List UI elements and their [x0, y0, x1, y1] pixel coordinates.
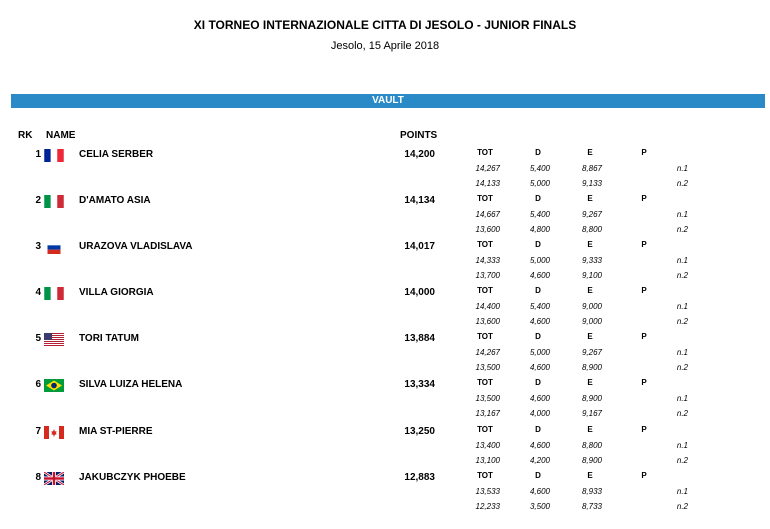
label-tot: TOT: [477, 378, 493, 387]
vault-number: n.2: [676, 225, 688, 234]
vault-total: 14,333: [475, 256, 500, 265]
vault-difficulty: 4,600: [529, 487, 550, 496]
label-e: E: [587, 194, 593, 203]
vault-execution: 9,000: [581, 317, 602, 326]
vault-total: 13,400: [475, 441, 500, 450]
vault-total: 13,533: [475, 487, 500, 496]
vault-execution: 8,900: [581, 394, 602, 403]
vault-number: n.2: [676, 363, 688, 372]
vault-number: n.1: [676, 487, 688, 496]
vault-difficulty: 5,000: [529, 179, 550, 188]
vault-total: 13,500: [475, 394, 500, 403]
rank: 2: [35, 195, 41, 206]
vault-total: 13,600: [475, 317, 500, 326]
vault-difficulty: 4,600: [529, 394, 550, 403]
header-rank: RK: [18, 130, 33, 141]
vault-number: n.1: [676, 441, 688, 450]
rank: 8: [35, 472, 41, 483]
athlete-name: TORI TATUM: [79, 333, 139, 344]
vault-total: 14,133: [475, 179, 500, 188]
label-d: D: [535, 332, 541, 341]
label-p: P: [641, 471, 647, 480]
vault-total: 13,600: [475, 225, 500, 234]
vault-total: 12,233: [475, 502, 500, 511]
athlete-name: VILLA GIORGIA: [79, 287, 154, 298]
label-d: D: [535, 194, 541, 203]
vault-execution: 8,733: [581, 502, 602, 511]
vault-execution: 9,000: [581, 302, 602, 311]
athlete-name: SILVA LUIZA HELENA: [79, 379, 183, 390]
vault-execution: 8,933: [581, 487, 602, 496]
result-row: [0, 146, 770, 192]
label-e: E: [587, 378, 593, 387]
flag-russia-icon: [44, 241, 64, 254]
label-d: D: [535, 240, 541, 249]
result-row: [0, 330, 770, 376]
points: 13,334: [404, 379, 435, 390]
vault-execution: 8,867: [581, 164, 602, 173]
vault-number: n.1: [676, 302, 688, 311]
flag-usa-icon: [44, 333, 64, 346]
points: 14,134: [404, 195, 435, 206]
vault-difficulty: 5,000: [529, 256, 550, 265]
vault-number: n.1: [676, 348, 688, 357]
vault-number: n.1: [676, 164, 688, 173]
points: 12,883: [404, 472, 435, 483]
vault-execution: 8,900: [581, 363, 602, 372]
points: 13,250: [404, 426, 435, 437]
flag-brazil-icon: [44, 379, 64, 392]
header-name: NAME: [46, 130, 76, 141]
vault-number: n.1: [676, 394, 688, 403]
label-d: D: [535, 471, 541, 480]
vault-execution: 9,333: [581, 256, 602, 265]
vault-number: n.2: [676, 409, 688, 418]
label-e: E: [587, 332, 593, 341]
points: 14,017: [404, 241, 435, 252]
flag-uk-icon: [44, 472, 64, 485]
result-row: [0, 192, 770, 238]
vault-number: n.1: [676, 256, 688, 265]
vault-total: 14,667: [475, 210, 500, 219]
athlete-name: MIA ST-PIERRE: [79, 426, 153, 437]
vault-execution: 9,100: [581, 271, 602, 280]
vault-number: n.2: [676, 179, 688, 188]
vault-difficulty: 4,000: [529, 409, 550, 418]
rank: 5: [35, 333, 41, 344]
vault-number: n.2: [676, 271, 688, 280]
vault-execution: 9,133: [581, 179, 602, 188]
vault-total: 13,700: [475, 271, 500, 280]
label-tot: TOT: [477, 332, 493, 341]
label-tot: TOT: [477, 425, 493, 434]
label-d: D: [535, 286, 541, 295]
rank: 1: [35, 149, 41, 160]
label-tot: TOT: [477, 194, 493, 203]
rank: 4: [35, 287, 41, 298]
rank: 6: [35, 379, 41, 390]
label-e: E: [587, 148, 593, 157]
label-tot: TOT: [477, 240, 493, 249]
vault-difficulty: 4,600: [529, 271, 550, 280]
vault-difficulty: 4,600: [529, 441, 550, 450]
event-bar: VAULT: [11, 94, 765, 108]
label-d: D: [535, 425, 541, 434]
label-d: D: [535, 378, 541, 387]
vault-number: n.2: [676, 456, 688, 465]
vault-execution: 8,800: [581, 225, 602, 234]
vault-difficulty: 5,400: [529, 302, 550, 311]
result-row: [0, 423, 770, 469]
rank: 3: [35, 241, 41, 252]
header-points: POINTS: [400, 130, 438, 141]
label-tot: TOT: [477, 286, 493, 295]
vault-total: 14,400: [475, 302, 500, 311]
label-p: P: [641, 240, 647, 249]
vault-difficulty: 4,800: [529, 225, 550, 234]
label-e: E: [587, 425, 593, 434]
label-p: P: [641, 332, 647, 341]
vault-number: n.2: [676, 502, 688, 511]
label-p: P: [641, 378, 647, 387]
label-p: P: [641, 286, 647, 295]
vault-difficulty: 3,500: [529, 502, 550, 511]
athlete-name: JAKUBCZYK PHOEBE: [79, 472, 186, 483]
label-p: P: [641, 194, 647, 203]
vault-difficulty: 5,400: [529, 210, 550, 219]
points: 14,000: [404, 287, 435, 298]
vault-execution: 9,167: [581, 409, 602, 418]
label-p: P: [641, 425, 647, 434]
vault-total: 13,100: [475, 456, 500, 465]
vault-execution: 8,800: [581, 441, 602, 450]
vault-difficulty: 5,400: [529, 164, 550, 173]
vault-execution: 9,267: [581, 348, 602, 357]
rank: 7: [35, 426, 41, 437]
label-e: E: [587, 286, 593, 295]
points: 14,200: [404, 149, 435, 160]
result-row: [0, 376, 770, 422]
athlete-name: D'AMATO ASIA: [79, 195, 151, 206]
document-subtitle: Jesolo, 15 Aprile 2018: [330, 40, 440, 52]
vault-difficulty: 4,600: [529, 363, 550, 372]
athlete-name: URAZOVA VLADISLAVA: [79, 241, 193, 252]
label-e: E: [587, 240, 593, 249]
points: 13,884: [404, 333, 435, 344]
vault-total: 13,500: [475, 363, 500, 372]
result-row: [0, 469, 770, 515]
flag-italy-icon: [44, 195, 64, 208]
document-title: XI TORNEO INTERNAZIONALE CITTA DI JESOLO - JUNIOR FINALS: [193, 18, 577, 32]
vault-execution: 8,900: [581, 456, 602, 465]
flag-france-icon: [44, 149, 64, 162]
vault-number: n.1: [676, 210, 688, 219]
vault-total: 14,267: [475, 164, 500, 173]
vault-difficulty: 4,200: [529, 456, 550, 465]
flag-canada-icon: [44, 426, 64, 439]
vault-number: n.2: [676, 317, 688, 326]
label-e: E: [587, 471, 593, 480]
vault-difficulty: 4,600: [529, 317, 550, 326]
label-p: P: [641, 148, 647, 157]
flag-italy-icon: [44, 287, 64, 300]
vault-execution: 9,267: [581, 210, 602, 219]
label-tot: TOT: [477, 471, 493, 480]
vault-difficulty: 5,000: [529, 348, 550, 357]
vault-total: 14,267: [475, 348, 500, 357]
vault-total: 13,167: [475, 409, 500, 418]
athlete-name: CELIA SERBER: [79, 149, 154, 160]
label-tot: TOT: [477, 148, 493, 157]
label-d: D: [535, 148, 541, 157]
result-row: [0, 284, 770, 330]
result-row: [0, 238, 770, 284]
